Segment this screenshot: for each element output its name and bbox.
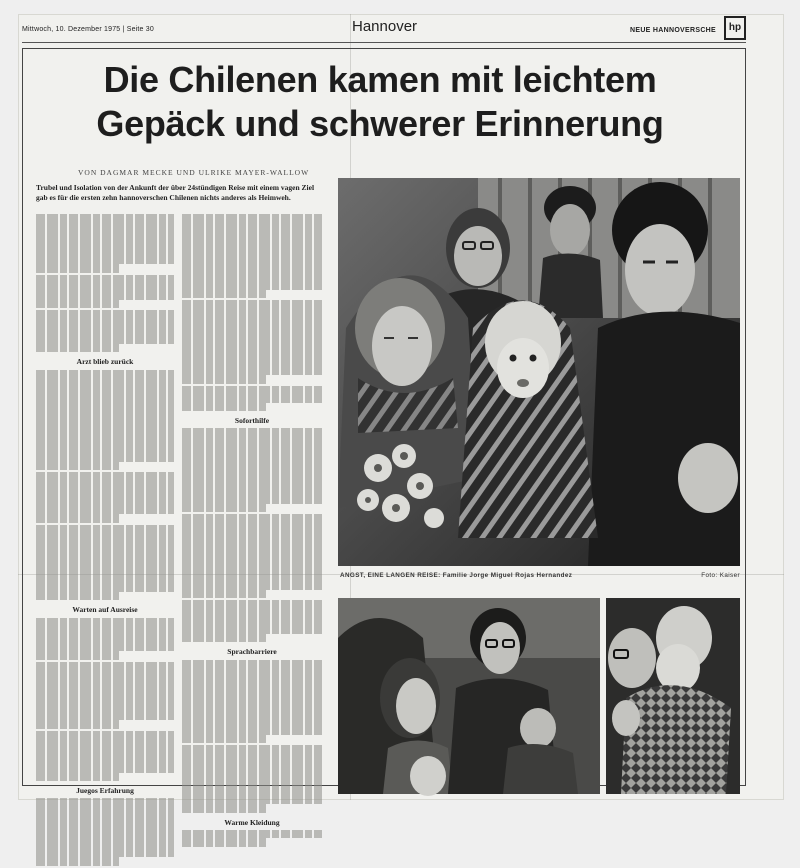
body-text-line <box>182 745 322 753</box>
masthead <box>22 16 746 43</box>
body-text-line <box>182 727 322 735</box>
body-text-line <box>36 248 174 256</box>
body-text-line <box>36 558 174 566</box>
body-text-line <box>182 222 322 230</box>
body-text-line <box>36 832 174 840</box>
body-text-line <box>36 815 174 823</box>
section-subhead: Juegos Erfahrung <box>76 786 134 796</box>
body-text-line <box>36 472 174 480</box>
body-text-line <box>182 523 322 531</box>
body-text-line <box>36 807 174 815</box>
body-text-line <box>36 747 174 755</box>
body-text-line <box>36 798 174 806</box>
body-text-line <box>182 428 322 436</box>
headline-line-1: Die Chilenen kamen mit leichtem <box>103 59 657 100</box>
body-text-line <box>182 273 322 281</box>
article-headline <box>30 58 730 146</box>
photo-caption: ANGST, EINE LANGEN REISE: Familie Jorge Miguel Rojas Hernandez <box>340 572 573 579</box>
section-subhead: Soforthilfe <box>234 415 270 425</box>
body-text-line <box>36 840 174 848</box>
body-text-line <box>36 720 119 728</box>
newspaper-logo-icon: hp <box>724 16 746 40</box>
secondary-photo-left <box>338 598 600 794</box>
body-text-line <box>36 849 174 857</box>
body-text-line <box>36 327 174 335</box>
section-subhead: Warten auf Ausreise <box>72 605 138 615</box>
group-photo-image <box>338 598 600 794</box>
body-text-line <box>36 292 174 300</box>
body-text-line <box>182 565 322 573</box>
body-text-line <box>36 575 174 583</box>
body-text-line <box>36 704 174 712</box>
body-text-line <box>182 539 322 547</box>
body-text-line <box>182 838 266 846</box>
body-text-line <box>182 454 322 462</box>
body-text-line <box>36 335 174 343</box>
body-text-line <box>36 731 174 739</box>
body-text-line <box>182 479 322 487</box>
body-text-line <box>36 445 174 453</box>
body-text-line <box>36 618 174 626</box>
body-text-line <box>182 754 322 762</box>
headline-line-2: Gepäck und schwerer Erinnerung <box>96 103 664 144</box>
body-text-line <box>182 668 322 676</box>
body-text-line <box>36 344 119 352</box>
body-text-line <box>36 498 174 506</box>
body-text-line <box>182 531 322 539</box>
section-subhead: Warme Kleidung <box>224 817 280 827</box>
body-text-line <box>182 290 266 298</box>
body-text-line <box>36 592 119 600</box>
body-text-line <box>182 693 322 701</box>
portrait-photo-image <box>606 598 740 794</box>
body-text-line <box>36 670 174 678</box>
body-text-line <box>36 687 174 695</box>
secondary-photo-right <box>606 598 740 794</box>
body-text-line <box>182 787 322 795</box>
photo-credit: Foto: Kaiser <box>701 572 740 579</box>
body-text-line <box>36 662 174 670</box>
byline: VON DAGMAR MECKE UND ULRIKE MAYER-WALLOW <box>78 168 310 177</box>
body-text-line <box>182 386 322 394</box>
body-text-line <box>36 643 174 651</box>
family-photo-image <box>338 178 740 566</box>
body-text-line <box>182 830 322 838</box>
body-text-line <box>36 275 174 283</box>
body-text-line <box>182 660 322 668</box>
body-text-line <box>36 386 174 394</box>
body-text-line <box>182 437 322 445</box>
body-text-line <box>182 264 322 272</box>
body-text-line <box>182 514 322 522</box>
body-text-line <box>182 350 322 358</box>
body-text-line <box>182 325 322 333</box>
body-text-line <box>182 625 322 633</box>
body-text-line <box>182 735 266 743</box>
body-text-line <box>36 300 119 308</box>
body-text-line <box>182 239 322 247</box>
body-text-line <box>182 487 322 495</box>
body-text-line <box>182 342 322 350</box>
body-text-line <box>182 359 322 367</box>
body-text-line <box>36 651 119 659</box>
body-text-line <box>36 626 174 634</box>
body-column-2 <box>182 214 322 827</box>
body-text-line <box>182 231 322 239</box>
body-text-line <box>36 428 174 436</box>
body-text-line <box>36 481 174 489</box>
body-text-line <box>182 367 322 375</box>
body-text-line <box>36 678 174 686</box>
body-text-line <box>182 634 266 642</box>
body-text-line <box>36 403 174 411</box>
body-text-line <box>182 548 322 556</box>
article-lead: Trubel und Isolation von der Ankunft der über 24stündigen Reise mit einem vagen Ziel gab es für die ersten zehn hannoverschen Chilenen nichts anderes als Heimweh. <box>36 183 315 202</box>
body-text-line <box>182 248 322 256</box>
body-text-line <box>182 214 322 222</box>
body-text-line <box>36 264 119 272</box>
body-text-line <box>36 583 174 591</box>
body-text-line <box>182 590 266 598</box>
body-text-line <box>182 581 322 589</box>
body-text-line <box>182 804 266 812</box>
section-subhead: Sprachbarriere <box>227 647 277 657</box>
body-text-line <box>182 762 322 770</box>
body-text-line <box>36 634 174 642</box>
body-text-line <box>36 222 174 230</box>
body-text-line <box>182 403 266 411</box>
body-text-line <box>36 412 174 420</box>
section-title: Hannover <box>352 18 418 35</box>
body-text-line <box>36 214 174 222</box>
body-text-line <box>182 504 266 512</box>
body-text-line <box>36 514 119 522</box>
body-text-line <box>182 256 322 264</box>
body-text-line <box>36 420 174 428</box>
body-text-line <box>36 506 174 514</box>
body-column-1 <box>36 214 174 796</box>
body-text-line <box>36 857 119 865</box>
body-text-line <box>182 300 322 308</box>
body-text-line <box>182 496 322 504</box>
body-text-line <box>36 310 174 318</box>
body-text-line <box>36 550 174 558</box>
body-text-line <box>182 702 322 710</box>
body-text-line <box>36 541 174 549</box>
body-text-line <box>36 525 174 533</box>
body-text-line <box>182 771 322 779</box>
body-text-line <box>36 283 174 291</box>
body-text-line <box>182 462 322 470</box>
main-photo <box>338 178 740 566</box>
section-subhead: Arzt blieb zurück <box>76 357 134 367</box>
body-text-line <box>182 333 322 341</box>
body-text-line <box>36 567 174 575</box>
body-text-line <box>182 308 322 316</box>
body-text-line <box>36 739 174 747</box>
newspaper-name: NEUE HANNOVERSCHE <box>630 27 716 34</box>
body-text-line <box>182 556 322 564</box>
body-text-line <box>36 319 174 327</box>
body-text-line <box>182 710 322 718</box>
body-text-line <box>182 718 322 726</box>
body-text-line <box>182 394 322 402</box>
body-text-line <box>36 695 174 703</box>
body-text-line <box>36 773 119 781</box>
body-text-line <box>36 533 174 541</box>
body-text-line <box>182 281 322 289</box>
body-text-line <box>182 375 266 383</box>
body-text-line <box>182 470 322 478</box>
body-text-line <box>36 370 174 378</box>
body-text-line <box>36 462 119 470</box>
body-text-line <box>36 756 174 764</box>
body-text-line <box>182 617 322 625</box>
body-text-line <box>182 609 322 617</box>
issue-date: Mittwoch, 10. Dezember 1975 | Seite 30 <box>22 26 154 33</box>
body-text-line <box>36 395 174 403</box>
body-text-line <box>36 712 174 720</box>
body-text-line <box>182 685 322 693</box>
body-text-line <box>36 764 174 772</box>
body-text-line <box>36 489 174 497</box>
body-text-line <box>182 779 322 787</box>
body-text-line <box>36 256 174 264</box>
body-text-line <box>36 231 174 239</box>
body-text-line <box>36 824 174 832</box>
body-text-line <box>36 454 174 462</box>
body-text-line <box>36 378 174 386</box>
body-text-line <box>36 239 174 247</box>
body-text-line <box>182 573 322 581</box>
body-text-line <box>182 445 322 453</box>
body-text-line <box>182 796 322 804</box>
body-text-line <box>182 317 322 325</box>
body-text-line <box>36 437 174 445</box>
body-text-line <box>182 600 322 608</box>
body-text-line <box>182 676 322 684</box>
